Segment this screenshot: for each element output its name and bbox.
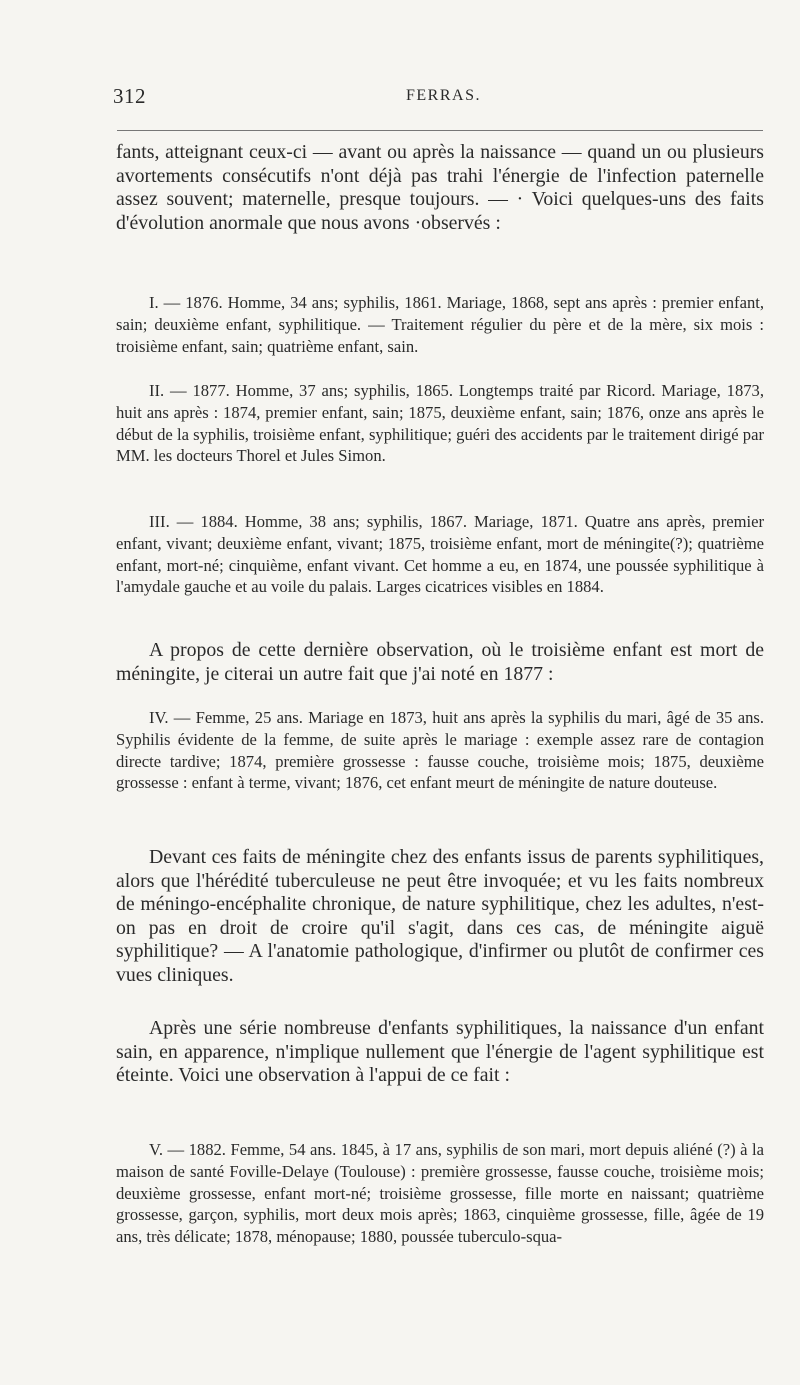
paragraph-text: fants, atteignant ceux-ci — avant ou après la naissance — quand un ou plusieurs avortements consécutifs n'ont déjà pas trahi l'énergie de l'infection paternelle assez souvent; maternelle, presque toujours. — · Voici quelques-uns des faits d'évolution anormale que nous avons ·observés : bbox=[116, 141, 764, 234]
observation-2 bbox=[116, 380, 764, 467]
observation-text: I. — 1876. Homme, 34 ans; syphilis, 1861. Mariage, 1868, sept ans après : premier enfant, sain; deuxième enfant, syphilitique. — Traitement régulier du père et de la mère, six mois : troisième enfant, sain; quatrième enfant, sain. bbox=[116, 293, 764, 356]
observation-1 bbox=[116, 292, 764, 357]
paragraph-text: Devant ces faits de méningite chez des enfants issus de parents syphilitiques, alors que l'hérédité tuberculeuse ne peut être invoquée; et vu les faits nombreux de méningo-encéphalite chronique, de nature syphilitique, chez les adultes, n'est-on pas en droit de croire qu'il s'agit, dans ces cas, de méningite aiguë syphilitique? — A l'anatomie pathologique, d'infirmer ou plutôt de confirmer ces vues cliniques. bbox=[116, 846, 764, 986]
observation-3 bbox=[116, 511, 764, 598]
paragraph-meningitis bbox=[116, 846, 764, 987]
observation-text: IV. — Femme, 25 ans. Mariage en 1873, huit ans après la syphilis du mari, âgé de 35 ans. Syphilis évidente de la femme, de suite après le mariage : exemple assez rare de contagion directe tardive; 1874, première grossesse : fausse couche, troisième mois; 1875, deuxième grossesse : enfant à terme, vivant; 1876, cet enfant meurt de méningite de nature douteuse. bbox=[116, 708, 764, 793]
observation-text: V. — 1882. Femme, 54 ans. 1845, à 17 ans, syphilis de son mari, mort depuis aliéné (?) à la maison de santé Foville-Delaye (Toulouse) : première grossesse, fausse couche, troisième mois; deuxième grossesse, enfant mort-né; troisième grossesse, fille morte en naissant; quatrième grossesse, garçon, syphilis, mort deux mois après; 1863, cinquième grossesse, fille, âgée de 19 ans, très délicate; 1878, ménopause; 1880, poussée tuberculo-squa- bbox=[116, 1140, 764, 1247]
paragraph-text: A propos de cette dernière observation, où le troisième enfant est mort de méningite, je citerai un autre fait que j'ai noté en 1877 : bbox=[116, 639, 764, 685]
paragraph-intro bbox=[116, 141, 764, 235]
observation-4 bbox=[116, 707, 764, 794]
observation-5 bbox=[116, 1139, 764, 1248]
header-divider bbox=[117, 130, 763, 131]
paragraph-healthy-child bbox=[116, 1017, 764, 1088]
observation-text: II. — 1877. Homme, 37 ans; syphilis, 1865. Longtemps traité par Ricord. Mariage, 1873, huit ans après : 1874, premier enfant, sain; 1875, deuxième enfant, sain; 1876, onze ans après le début de la syphilis, troisième enfant, syphilitique; guéri des accidents par le traitement dirigé par MM. les docteurs Thorel et Jules Simon. bbox=[116, 381, 764, 466]
running-title: FERRAS. bbox=[406, 87, 481, 104]
running-head bbox=[113, 80, 763, 110]
observation-text: III. — 1884. Homme, 38 ans; syphilis, 1867. Mariage, 1871. Quatre ans après, premier enfant, vivant; deuxième enfant, vivant; 1875, troisième enfant, mort de méningite(?); quatrième enfant, mort-né; cinquième, enfant vivant. Cet homme a eu, en 1874, une poussée syphilitique à l'amydale gauche et au voile du palais. Larges cicatrices visibles en 1884. bbox=[116, 512, 764, 597]
page-number: 312 bbox=[113, 84, 146, 108]
paragraph-text: Après une série nombreuse d'enfants syphilitiques, la naissance d'un enfant sain, en apparence, n'implique nullement que l'énergie de l'agent syphilitique est éteinte. Voici une observation à l'appui de ce fait : bbox=[116, 1017, 764, 1086]
paragraph-transition bbox=[116, 639, 764, 686]
